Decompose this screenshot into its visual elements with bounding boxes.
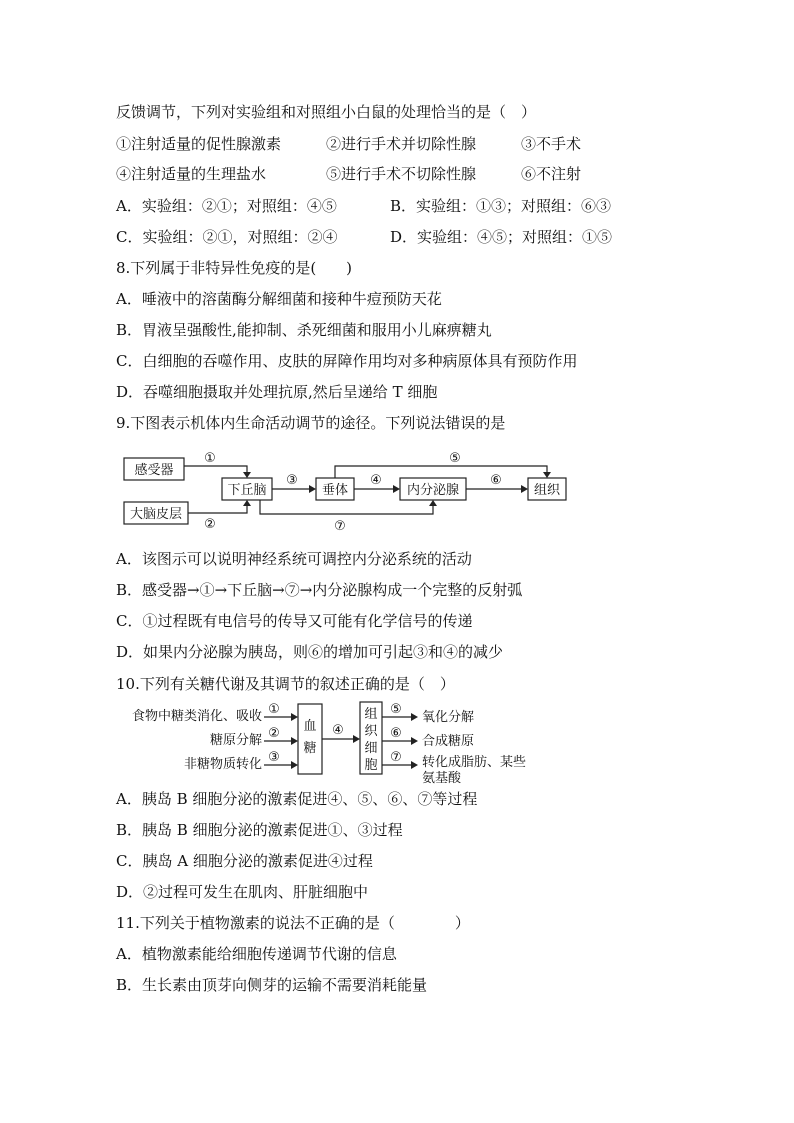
q9-node-hypothalamus-label: 下丘脑 [227, 483, 267, 498]
q7-item-5: ⑤进行手术不切除性腺 [326, 165, 477, 183]
q10-num-1: ① [268, 702, 280, 717]
q9-regulation-diagram [118, 446, 578, 536]
q9-option-a: A．该图示可以说明神经系统可调控内分泌系统的活动 [116, 550, 472, 568]
q10-cell-char-3: 细 [364, 741, 378, 756]
q7-option-a: A．实验组：②①；对照组：④⑤ [116, 197, 337, 215]
q9-arrow-2: ② [204, 517, 216, 532]
q9-node-receptor-label: 感受器 [134, 463, 174, 478]
q10-stem: 10.下列有关糖代谢及其调节的叙述正确的是（ ） [116, 675, 455, 693]
q9-arrow-1: ① [204, 451, 216, 466]
q9-arrow-7: ⑦ [334, 519, 346, 534]
q8-stem: 8.下列属于非特异性免疫的是( ) [116, 259, 353, 277]
q10-output-aminoacid: 氨基酸 [422, 771, 462, 786]
q7-item-3: ③不手术 [521, 135, 582, 153]
q10-blood-sugar-char-2: 糖 [303, 741, 317, 756]
q10-num-2: ② [268, 726, 280, 741]
q10-num-6: ⑥ [390, 726, 402, 741]
q9-arrow-6: ⑥ [490, 473, 502, 488]
q10-blood-sugar-char-1: 血 [303, 719, 317, 734]
q10-source-nonsugar: 非糖物质转化 [183, 757, 262, 772]
q7-option-b: B．实验组：①③；对照组：⑥③ [390, 197, 612, 215]
q9-node-pituitary-label: 垂体 [321, 483, 349, 498]
q9-arrow-3: ③ [286, 473, 298, 488]
q7-item-6: ⑥不注射 [521, 165, 582, 183]
q9-option-d: D．如果内分泌腺为胰岛，则⑥的增加可引起③和④的减少 [116, 643, 504, 661]
q10-output-fat: 转化成脂肪、某些 [422, 755, 527, 770]
q10-cell-char-1: 组 [364, 707, 378, 722]
q9-option-b: B．感受器→①→下丘脑→⑦→内分泌腺构成一个完整的反射弧 [116, 581, 523, 599]
q10-output-oxidation: 氧化分解 [422, 710, 475, 725]
q8-option-b: B．胃液呈强酸性,能抑制、杀死细菌和服用小儿麻痹糖丸 [116, 321, 492, 339]
q10-source-digestion: 食物中糖类消化、吸收 [131, 709, 262, 724]
q9-arrow-4: ④ [370, 473, 382, 488]
q10-glucose-diagram [126, 700, 546, 786]
q9-stem: 9.下图表示机体内生命活动调节的途径。下列说法错误的是 [116, 414, 506, 432]
q7-item-1: ①注射适量的促性腺激素 [116, 135, 282, 153]
q10-option-b: B．胰岛 B 细胞分泌的激素促进①、③过程 [116, 821, 403, 839]
q10-cell-char-2: 织 [364, 724, 378, 739]
q7-option-d: D．实验组：④⑤；对照组：①⑤ [390, 228, 613, 246]
q10-blood-sugar-box [298, 704, 322, 774]
q10-output-glycogen: 合成糖原 [422, 734, 475, 749]
q11-option-b: B．生长素由顶芽向侧芽的运输不需要消耗能量 [116, 976, 428, 994]
q7-option-c: C．实验组：②①，对照组：②④ [116, 228, 338, 246]
q10-option-c: C．胰岛 A 细胞分泌的激素促进④过程 [116, 852, 373, 870]
q10-option-a: A．胰岛 B 细胞分泌的激素促进④、⑤、⑥、⑦等过程 [116, 790, 478, 808]
q11-option-a: A．植物激素能给细胞传递调节代谢的信息 [116, 945, 397, 963]
q9-option-c: C．①过程既有电信号的传导又可能有化学信号的传递 [116, 612, 473, 630]
q10-source-glycogen: 糖原分解 [209, 733, 262, 748]
q10-num-7: ⑦ [390, 750, 402, 765]
q10-num-5: ⑤ [390, 702, 402, 717]
q10-num-3: ③ [268, 750, 280, 765]
q10-option-d: D．②过程可发生在肌肉、肝脏细胞中 [116, 883, 369, 901]
q11-stem: 11.下列关于植物激素的说法不正确的是（ ） [116, 914, 470, 932]
q8-option-c: C．白细胞的吞噬作用、皮肤的屏障作用均对多种病原体具有预防作用 [116, 352, 578, 370]
q10-num-4: ④ [332, 723, 344, 738]
q10-cell-char-4: 胞 [364, 758, 378, 773]
q8-option-d: D．吞噬细胞摄取并处理抗原,然后呈递给 T 细胞 [116, 383, 438, 401]
q9-arrow-5: ⑤ [449, 451, 461, 466]
q9-node-cortex-label: 大脑皮层 [129, 507, 183, 522]
q9-node-gland-label: 内分泌腺 [406, 483, 460, 498]
q7-item-4: ④注射适量的生理盐水 [116, 165, 267, 183]
q9-node-tissue-label: 组织 [533, 483, 561, 498]
q7-item-2: ②进行手术并切除性腺 [326, 135, 477, 153]
q8-option-a: A．唾液中的溶菌酶分解细菌和接种牛痘预防天花 [116, 290, 442, 308]
q7-stem: 反馈调节，下列对实验组和对照组小白鼠的处理恰当的是（ ） [116, 103, 537, 121]
